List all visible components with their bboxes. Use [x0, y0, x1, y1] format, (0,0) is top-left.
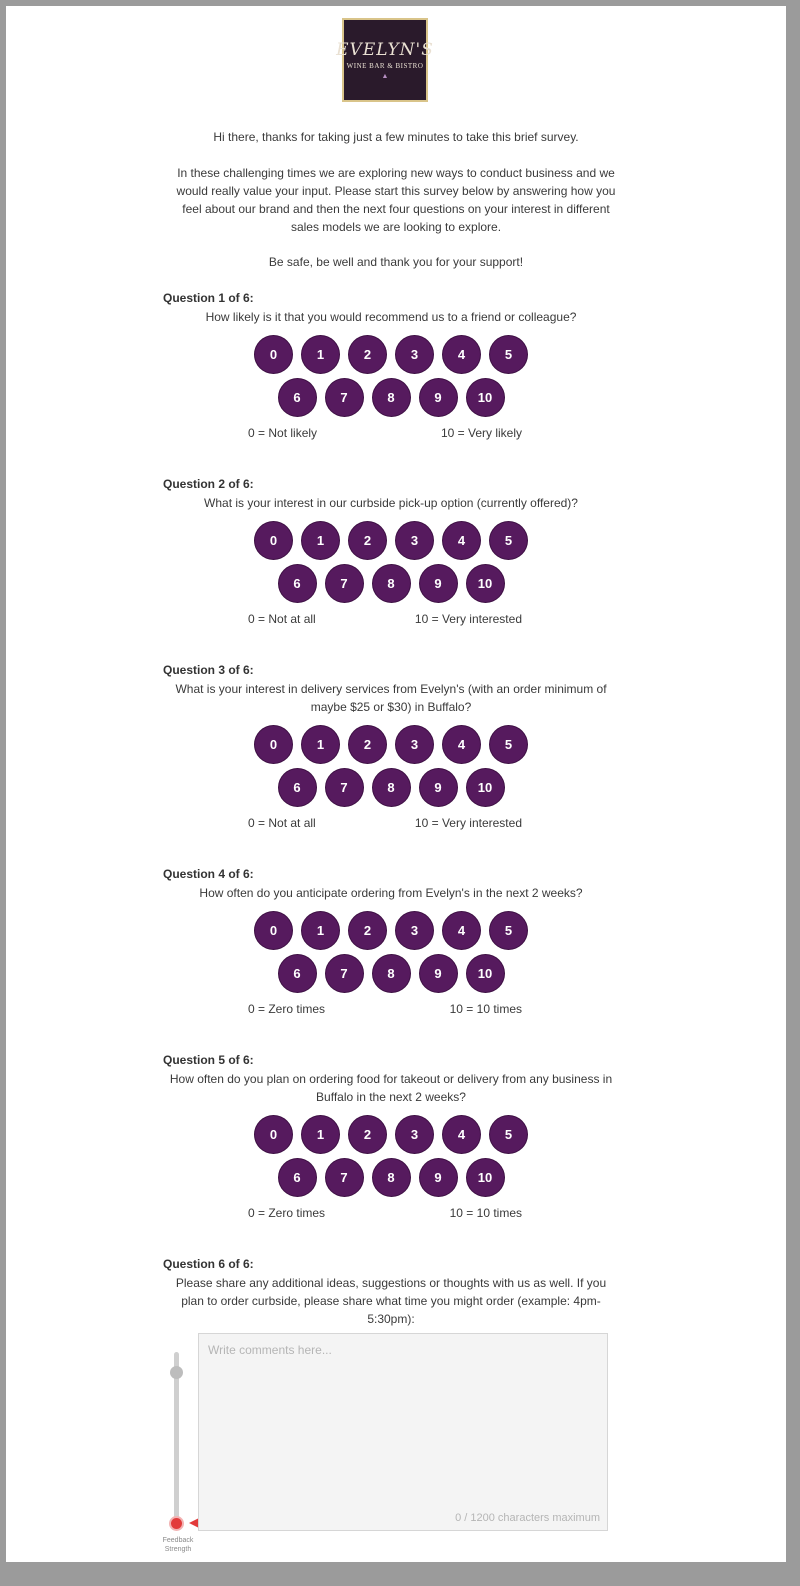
scale-legend: [163, 816, 619, 832]
question-number: Question 5 of 6:: [163, 1053, 254, 1067]
intro-closing: Be safe, be well and thank you for your support!: [268, 255, 524, 269]
scale-high-label: 10 = Very likely: [440, 426, 522, 440]
rating-option-0[interactable]: 0: [255, 912, 292, 949]
rating-option-8[interactable]: 8: [373, 379, 410, 416]
rating-option-9[interactable]: 9: [420, 565, 457, 602]
question-number: Question 3 of 6:: [163, 663, 254, 677]
scale-legend: [163, 1002, 619, 1018]
survey-page: [6, 6, 786, 1562]
question-5: [163, 1052, 619, 1222]
rating-option-1[interactable]: 1: [302, 1116, 339, 1153]
rating-option-9[interactable]: 9: [420, 769, 457, 806]
question-text: How often do you plan on ordering food for takeout or delivery from any business in Buffalo in the next 2 weeks?: [169, 1072, 613, 1104]
rating-option-3[interactable]: 3: [396, 1116, 433, 1153]
rating-option-4[interactable]: 4: [443, 912, 480, 949]
question-number: Question 4 of 6:: [163, 867, 254, 881]
question-4: [163, 866, 619, 1018]
rating-option-2[interactable]: 2: [349, 726, 386, 763]
comments-textarea[interactable]: [199, 1334, 607, 1504]
grapes-icon: ▲: [381, 73, 389, 80]
scale-high-label: 10 = 10 times: [449, 1002, 522, 1016]
character-counter: 0 / 1200 characters maximum: [455, 1512, 600, 1524]
rating-option-0[interactable]: 0: [255, 726, 292, 763]
rating-option-2[interactable]: 2: [349, 912, 386, 949]
rating-option-9[interactable]: 9: [420, 1159, 457, 1196]
rating-option-1[interactable]: 1: [302, 522, 339, 559]
rating-option-7[interactable]: 7: [326, 565, 363, 602]
evelyns-logo: [336, 18, 434, 102]
rating-option-6[interactable]: 6: [279, 955, 316, 992]
feedback-strength-handle[interactable]: [170, 1366, 183, 1379]
rating-option-3[interactable]: 3: [396, 726, 433, 763]
rating-option-1[interactable]: 1: [302, 912, 339, 949]
question-text: Please share any additional ideas, suggestions or thoughts with us as well. If you plan to order curbside, please share what time you might order (example: 4pm-5:30pm):: [175, 1276, 607, 1326]
rating-option-3[interactable]: 3: [396, 522, 433, 559]
question-text: What is your interest in our curbside pick-up option (currently offered)?: [204, 496, 578, 510]
rating-option-6[interactable]: 6: [279, 565, 316, 602]
question-6: [163, 1256, 619, 1328]
feedback-strength-label: Feedback Strength: [162, 1537, 194, 1553]
rating-option-4[interactable]: 4: [443, 1116, 480, 1153]
rating-option-4[interactable]: 4: [443, 336, 480, 373]
rating-option-9[interactable]: 9: [420, 379, 457, 416]
feedback-strength-indicator: [171, 1518, 182, 1529]
scale-legend: [163, 1206, 619, 1222]
rating-option-5[interactable]: 5: [490, 912, 527, 949]
rating-scale: [163, 1116, 619, 1196]
rating-option-7[interactable]: 7: [326, 379, 363, 416]
question-number: Question 2 of 6:: [163, 477, 254, 491]
scale-low-label: 0 = Zero times: [248, 1206, 326, 1220]
question-text: What is your interest in delivery services from Evelyn's (with an order minimum of maybe $25 or $30) in Buffalo?: [175, 682, 607, 714]
question-1: [163, 290, 619, 442]
rating-option-0[interactable]: 0: [255, 336, 292, 373]
question-text: How often do you anticipate ordering from Evelyn's in the next 2 weeks?: [199, 886, 583, 900]
rating-option-6[interactable]: 6: [279, 1159, 316, 1196]
rating-option-5[interactable]: 5: [490, 522, 527, 559]
rating-option-10[interactable]: 10: [467, 565, 504, 602]
rating-option-3[interactable]: 3: [396, 336, 433, 373]
rating-option-4[interactable]: 4: [443, 726, 480, 763]
scale-high-label: 10 = Very interested: [414, 816, 522, 830]
rating-option-7[interactable]: 7: [326, 955, 363, 992]
comment-box: [198, 1333, 608, 1531]
intro-greeting: Hi there, thanks for taking just a few minutes to take this brief survey.: [213, 130, 579, 144]
rating-option-5[interactable]: 5: [490, 726, 527, 763]
logo-subtitle: WINE BAR & BISTRO: [346, 62, 424, 70]
rating-option-1[interactable]: 1: [302, 726, 339, 763]
rating-option-0[interactable]: 0: [255, 522, 292, 559]
rating-option-10[interactable]: 10: [467, 379, 504, 416]
rating-option-10[interactable]: 10: [467, 769, 504, 806]
rating-scale: [163, 912, 619, 992]
logo-name: EVELYN'S: [336, 40, 434, 60]
rating-option-9[interactable]: 9: [420, 955, 457, 992]
rating-option-8[interactable]: 8: [373, 1159, 410, 1196]
rating-scale: [163, 336, 619, 416]
question-number: Question 1 of 6:: [163, 291, 254, 305]
rating-option-6[interactable]: 6: [279, 379, 316, 416]
rating-option-10[interactable]: 10: [467, 1159, 504, 1196]
rating-option-5[interactable]: 5: [490, 1116, 527, 1153]
intro-body: In these challenging times we are exploring new ways to conduct business and we would really value your input. Please start this survey below by answering how you feel about our brand and then the next four questions on your interest in different sales models we are looking to explore.: [176, 166, 616, 234]
rating-option-0[interactable]: 0: [255, 1116, 292, 1153]
rating-option-8[interactable]: 8: [373, 769, 410, 806]
rating-option-5[interactable]: 5: [490, 336, 527, 373]
rating-option-2[interactable]: 2: [349, 336, 386, 373]
scale-low-label: 0 = Not at all: [248, 612, 316, 626]
scale-low-label: 0 = Not likely: [248, 426, 318, 440]
scale-legend: [163, 612, 619, 628]
scale-legend: [163, 426, 619, 442]
rating-option-10[interactable]: 10: [467, 955, 504, 992]
question-3: [163, 662, 619, 832]
rating-option-6[interactable]: 6: [279, 769, 316, 806]
question-text: How likely is it that you would recommend us to a friend or colleague?: [205, 310, 577, 324]
scale-low-label: 0 = Zero times: [248, 1002, 326, 1016]
rating-option-8[interactable]: 8: [373, 565, 410, 602]
scale-low-label: 0 = Not at all: [248, 816, 316, 830]
rating-option-2[interactable]: 2: [349, 1116, 386, 1153]
rating-option-7[interactable]: 7: [326, 769, 363, 806]
rating-option-3[interactable]: 3: [396, 912, 433, 949]
rating-option-1[interactable]: 1: [302, 336, 339, 373]
rating-scale: [163, 522, 619, 602]
rating-scale: [163, 726, 619, 806]
scale-high-label: 10 = Very interested: [414, 612, 522, 626]
question-2: [163, 476, 619, 628]
rating-option-4[interactable]: 4: [443, 522, 480, 559]
scale-high-label: 10 = 10 times: [449, 1206, 522, 1220]
rating-option-2[interactable]: 2: [349, 522, 386, 559]
rating-option-8[interactable]: 8: [373, 955, 410, 992]
rating-option-7[interactable]: 7: [326, 1159, 363, 1196]
question-number: Question 6 of 6:: [163, 1257, 254, 1271]
